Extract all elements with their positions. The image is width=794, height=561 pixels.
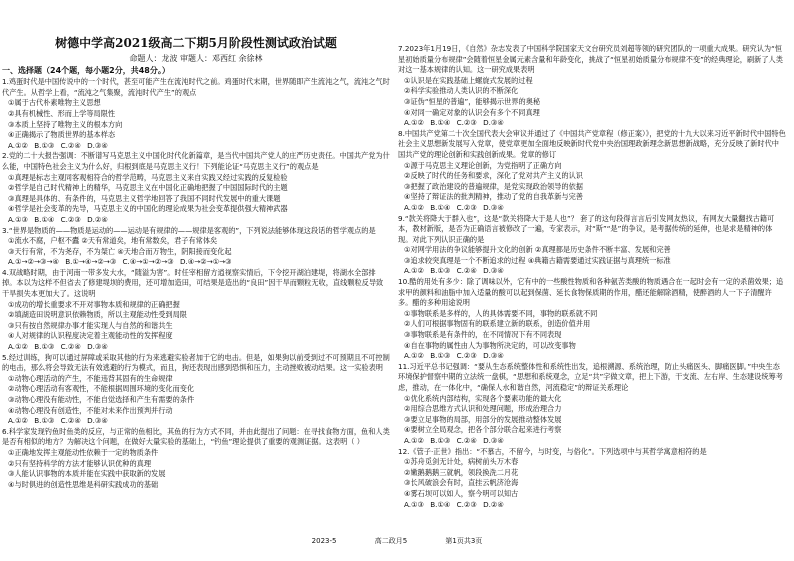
question-option: ③追求较突真理是一个不断追求的过程 ④典籍古籍需要通过实践证据与真理统一标准 <box>404 255 671 265</box>
question-option: ③证伪“恒星的普遍”，能够揭示世界的奥秘 <box>404 96 541 106</box>
question-option: ④自在事物的属性由人为事物所决定的，可以改变事物 <box>404 340 576 350</box>
question-block <box>2 427 390 491</box>
question-option: ③动物心理没有能动性，不能自觉选择和产生有需要的条件 <box>8 395 195 404</box>
question-option: ④要树立全局观念，把各个部分联合起来进行考察 <box>404 425 562 435</box>
question-option: ②用综合思维方式认识和处理问题，形成治理合力 <box>404 404 562 414</box>
answer-choices: A.①② B.①③ C.②④ D.③④ <box>404 435 504 445</box>
question-option: ①成功的增长重要求不开对事物本质和规律的正确把握 <box>8 299 180 309</box>
question-option: ①认识是在实践基础上螺旋式发展的过程 <box>404 75 533 85</box>
question-option: ④坚持了辩证法的批判精神，推动了党的自我革新与完善 <box>404 192 583 202</box>
question-option: ①流水不腐，户枢不蠹 ②天有常道矣，地有常数矣，君子有常体矣 <box>8 236 218 246</box>
question-option: ③长风破浪会有时，直挂云帆济沧海 <box>404 478 519 488</box>
question-stem: 12.《管子·正世》指出：“不慕古，不留今，与时变，与俗化”。下列选项中与其哲学寓意相符的是 <box>398 446 707 456</box>
author-line: 命题人：龙波 审题人：邓西红 余徐林 <box>129 54 263 63</box>
exam-title: 树德中学高2021级高二下期5月阶段性测试政治试题 <box>55 36 337 50</box>
question-option: ①优化系统内部结构，实现各个要素功能的最大化 <box>404 393 562 403</box>
question-option: ②人们可根据事物固有的联系建立新的联系，创造价值并用 <box>404 319 591 329</box>
question-block <box>2 268 390 353</box>
answer-choices: A.①② B.①④ C.②③ D.③④ <box>404 202 504 212</box>
question-block <box>398 129 786 214</box>
question-stem: 9.“款关将降大于群入也”，这是“款关将降大于是人也”？ 套了的这句段得言言后引发网友热议，有网友大量翻找古籍可本，教材新版，是否为正确语言被修改了一遍，专家表示，对“斯”“是”的争议，是考据传统的延伸，也是求是精神的体现。对此下列认识正确的是 <box>398 213 775 244</box>
question-stem: 5.经过训练，狗可以通过屏障或采取其他的行为来逃避实验者加于它的电击。但是，如果狗以前受到过不可预期且不可控制的电击，那么将会导致无法有效逃避的行为模式，而且，狗还表现出感到恐惧和压力，主动挫败被动结果。这一实验表明 <box>2 352 390 373</box>
answer-choices: A.①③ B.①④ C.②③ D.②④ <box>8 214 108 224</box>
question-option: ①动物心理活动的产生，不能违背其固有的生命规律 <box>8 373 173 383</box>
question-option: ②具有机械性、形而上学等局限性 <box>8 108 116 118</box>
question-stem: 11.习近平总书记强调：“要从生态系统整体性和系统性出发，追根溯源、系统治理，防止头痛医头、脚痛医脚。”中央生态环境保护督察中期的立法统一盘棋，“思想和系统观念，立足“共”字做文章，把上下游，干支流、左右岸、生态建设统筹考虑，推动，在一体化中，“确保人水和谐自然，河流稳定”的辩证关系理论 <box>398 361 783 392</box>
question-option: ④哲学是社会变革的先导，马克思主义的中国化的理论成果为社会变革提供强大精神武器 <box>8 204 288 214</box>
question-stem: 8.中国共产党第二十次全国代表大会审议并通过了《中国共产党章程（修正案）》，把党的十九大以来习近平新时代中国特色社会主义思想新发展写入党章，使党章更加全面地反映新时代党中央治国理政新理念新思想新战略，充分反映了新时代中国共产党的理论创新和实践创新成果。党章的修订 <box>398 128 786 159</box>
answer-choices: A.①② B.①③ C.②④ D.③④ <box>8 342 108 352</box>
question-option: ②只有坚持科学的方法才能够认识优种的真理 <box>8 458 152 468</box>
question-block <box>2 226 390 268</box>
question-stem: 4.双战略时期，由于河南一带多发大水，“随溢为害”。时任宰相留方逍视察实情后，下令挖开湖泊建堤，将湖水全部排掉。本以为这样不但省去了修建堤坝的费用，还可增加造田，可结果是造出的“良田”因干旱而颗粒无收，直线颗粒反导致干旱损失本更加大了。这说明 <box>2 267 384 299</box>
question-option: ②哲学是自己时代精神上的精华，马克思主义在中国化正确地把握了中国国际时代的主题 <box>8 183 288 193</box>
question-option: ③天行有常，不为尧存，不为桀亡 ④天地合而万物生，阴阳接而变化起 <box>8 246 232 256</box>
question-option: ③只有按自然规律办事才能实现人与自然的和谐共生 <box>8 320 173 330</box>
question-stem: 10.酷的用处有多少：除了调味以外，它有中的一些酸性物质和各种氨苦类酸的物质遇合在一起时会有一定的杀菌效果；追求甲的颜料和油脂中加入适量的酸可以起到保菌、延长食物保质期的作用，醋还能解除酒精，使醉酒的人一下子清醒许多。醋的多种用途说明 <box>398 277 784 308</box>
question-block <box>398 447 786 511</box>
footer-subject: 高二政月5 <box>374 537 408 545</box>
section-heading: 一、选择题（24个题，每小题2分，共48分。） <box>2 65 170 75</box>
question-block <box>398 214 786 278</box>
question-stem: 1.鸡蛋时代是中国传说中的一个时代，甚至可能产生在流沌时代之前。鸡蛋时代末期，世界随即产生流沌之气，流沌之气时代产生。从哲学上看，“流沌之气集聚，流沌时代产生”的观点 <box>2 77 390 97</box>
question-option: ④对同一确定对象的认识会有多个不同真理 <box>404 107 540 117</box>
question-option: ①真理是标志主观同客观相符合的哲学范畴，马克思主义来自实践又经过实践的反复检验 <box>8 172 288 182</box>
question-block <box>2 353 390 427</box>
question-option: ②科学实验推动人类认识的不断深化 <box>404 86 519 96</box>
answer-choices: A.①② B.①③ C.②④ D.③④ <box>8 416 108 426</box>
question-option: ②反映了时代的任务和要求，深化了党对共产主义的认识 <box>404 171 583 181</box>
question-option: ①源于马克思主义理论创新，为党指明了正确方向 <box>404 160 562 170</box>
answer-choices: A.①→②→③→④ B.①→④→②→③ C.④→①→②→③ D.④→②→①→③ <box>8 257 232 267</box>
question-option: ③要立足事物的局部，用部分的发展推动整体发展 <box>404 414 562 424</box>
question-option: ④正确揭示了物质世界的基本样态 <box>8 130 116 140</box>
answer-choices: A.①② B.①③ C.②③ D.③④ <box>404 351 504 361</box>
question-option: ③把握了政治建设的普遍规律，是党实现政治领导的依据 <box>404 181 583 191</box>
question-option: ④与时俱进的创造性思维是科研实践成功的基础 <box>8 479 159 489</box>
question-block <box>398 362 786 447</box>
right-column <box>398 0 786 510</box>
left-question-list <box>2 77 390 490</box>
question-option: ②动物心理活动有客观性，不能根据周围环境的变化而变化 <box>8 384 195 394</box>
question-block <box>398 277 786 362</box>
question-stem: 3.“世界是物质的——物质是运动的——运动是有规律的——规律是客观的”，下列说法能够体现这段话的哲学观点的是 <box>2 225 376 235</box>
answer-choices: A.①③ B.①④ C.②③ D.②④ <box>404 499 504 509</box>
question-block <box>2 77 390 151</box>
question-block <box>2 151 390 225</box>
answer-choices: A.①② B.①③ C.②④ D.③④ <box>404 266 504 276</box>
question-option: ④动物心理没有创造性，不能对未来作出预判并行动 <box>8 405 173 415</box>
question-option: ①苏舟觅剑无计处，病树前头万木春 <box>404 457 519 467</box>
footer-date: 2023-5 <box>311 537 337 545</box>
right-question-list <box>398 44 786 510</box>
footer-page: 第1页共3页 <box>445 537 483 545</box>
question-block <box>398 44 786 129</box>
question-option: ①对网学用法的争议能够提升文化的创新 ②真理都是历史条件不断丰富、发展和完善 <box>404 245 671 255</box>
question-option: ③本质上坚持了唯物主义的根本方向 <box>8 119 123 129</box>
answer-choices: A.①② B.①③ C.②④ D.③④ <box>8 140 108 150</box>
question-option: ④雾石坝可以如人，察今明可以知古 <box>404 488 519 498</box>
question-option: ①正确地发挥主观能动性依赖于一定的物质条件 <box>8 447 159 457</box>
question-option: ②填湖造田说明意识依赖物质，所以主观能动性受到局限 <box>8 310 187 320</box>
question-option: ②嫩鹅鹅鹅三就帆，领段换洗二月花 <box>404 467 519 477</box>
question-option: ③人能认识事物的本质并能在实践中获取新的发展 <box>8 469 166 479</box>
question-stem: 6.科学家发现钓鱼时鱼类的反应，与正常的鱼相比，其鱼的行为方式不同，并由此提出了问题：在寻找食物方面，鱼和人类是否有相似的地方？为解决这个问题，在做好大量实验的基础上，“钓鱼”理论提供了重要的观测证据。这表明（ ） <box>2 426 390 447</box>
question-stem: 2.党的二十大报告强调：不断谱写马克思主义中国化时代化新篇章，是当代中国共产党人的庄严历史责任。中国共产党为什么能，中国特色社会主义为什么好，归根到底是马克思主义行！下列能论证“马克思主义行”的观点是 <box>2 151 390 171</box>
question-option: ①属于古代朴素唯物主义思想 <box>8 98 101 108</box>
question-option: ③事物联系是有条件的，在不同情况下有不同表现 <box>404 330 562 340</box>
question-option: ①事物联系是多样的，人的具体需要不同，事物的联系就不同 <box>404 308 598 318</box>
question-option: ③真理是具体的、有条件的，马克思主义哲学地回答了我国不同时代发展中的重大课题 <box>8 193 281 203</box>
question-stem: 7.2023年1月19日，《自然》杂志发表了中国科学院国家天文台研究员刘超等领的研究团队的一项重大成果。研究认为“恒星初始质量分布规律”会随着恒星金属元素含量和年龄变化，挑战了“恒星初始质量分布规律不变”的经典理论，刷新了人类对这一基本规律的认知。这一研究成果表明 <box>398 44 783 75</box>
left-column <box>2 0 390 490</box>
answer-choices: A.①② B.①④ C.②③ D.③④ <box>404 118 504 128</box>
question-option: ④人对规律的认识程度决定着主观能动性的发挥程度 <box>8 331 173 341</box>
page-footer <box>0 536 794 546</box>
